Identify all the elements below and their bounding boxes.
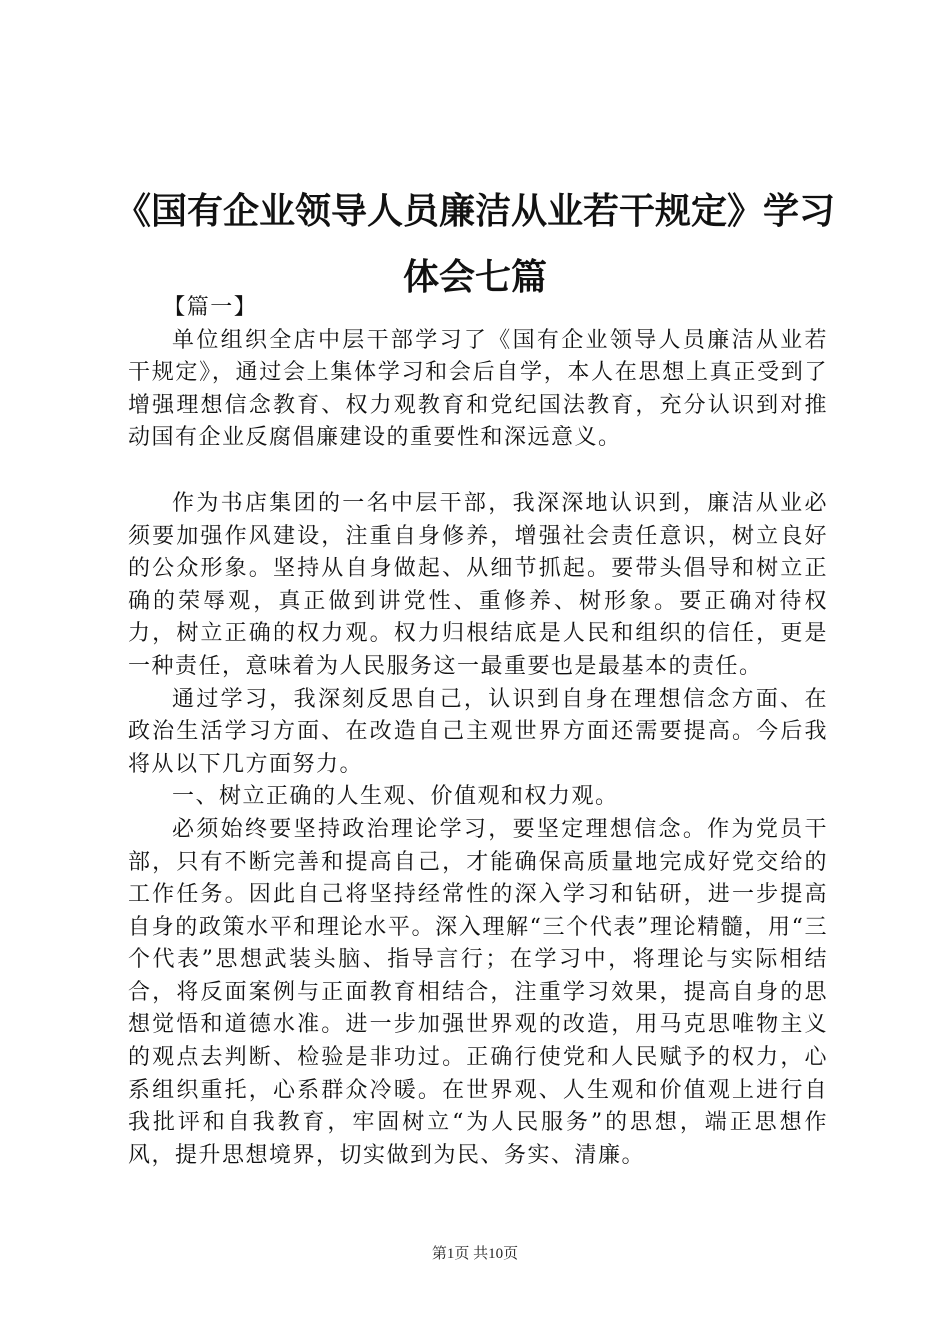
title-line-2: 体会七篇 [402, 256, 547, 298]
page-footer: 第1页 共10页 [431, 1246, 519, 1262]
body-paragraph: 通过学习，我深刻反思自己，认识到自身在理想信念方面、在政治生活学习方面、在改造自己主观世界方面还需要提高。今后我将从以下几方面努力。 [128, 686, 828, 777]
body-paragraph: 必须始终要坚持政治理论学习，要坚定理想信念。作为党员干部，只有不断完善和提高自己，才能确保高质量地完成好党交给的工作任务。因此自己将坚持经常性的深入学习和钻研，进一步提高自身的政策水平和理论水平。深入理解“三个代表”理论精髓，用“三个代表”思想武装头脑、指导言行；在学习中，将理论与实际相结合，将反面案例与正面教育相结合，注重学习效果，提高自身的思想觉悟和道德水准。进一步加强世界观的改造，用马克思唯物主义的观点去判断、检验是非功过。正确行使党和人民赋予的权力，心系组织重托，心系群众冷暖。在世界观、人生观和价值观上进行自我批评和自我教育，牢固树立“为人民服务”的思想，端正思想作风，提升思想境界，切实做到为民、务实、清廉。 [128, 816, 828, 1168]
body-paragraph: 作为书店集团的一名中层干部，我深深地认识到，廉洁从业必须要加强作风建设，注重自身修养，增强社会责任意识，树立良好的公众形象。坚持从自身做起、从细节抓起。要带头倡导和树立正确的荣辱观，真正做到讲党性、重修养、树形象。要正确对待权力，树立正确的权力观。权力归根结底是人民和组织的信任，更是一种责任，意味着为人民服务这一最重要也是最基本的责任。 [128, 490, 828, 679]
document-body [128, 292, 828, 1172]
document-title [100, 178, 850, 310]
body-paragraph: 单位组织全店中层干部学习了《国有企业领导人员廉洁从业若干规定》，通过会上集体学习和会后自学，本人在思想上真正受到了增强理想信念教育、权力观教育和党纪国法教育，充分认识到对推动国有企业反腐倡廉建设的重要性和深远意义。 [128, 327, 828, 451]
section-label: 【篇一】 [163, 295, 258, 320]
title-line-1: 《国有企业领导人员廉洁从业若干规定》学习 [114, 190, 835, 232]
subheading: 一、树立正确的人生观、价值观和权力观。 [172, 784, 619, 810]
